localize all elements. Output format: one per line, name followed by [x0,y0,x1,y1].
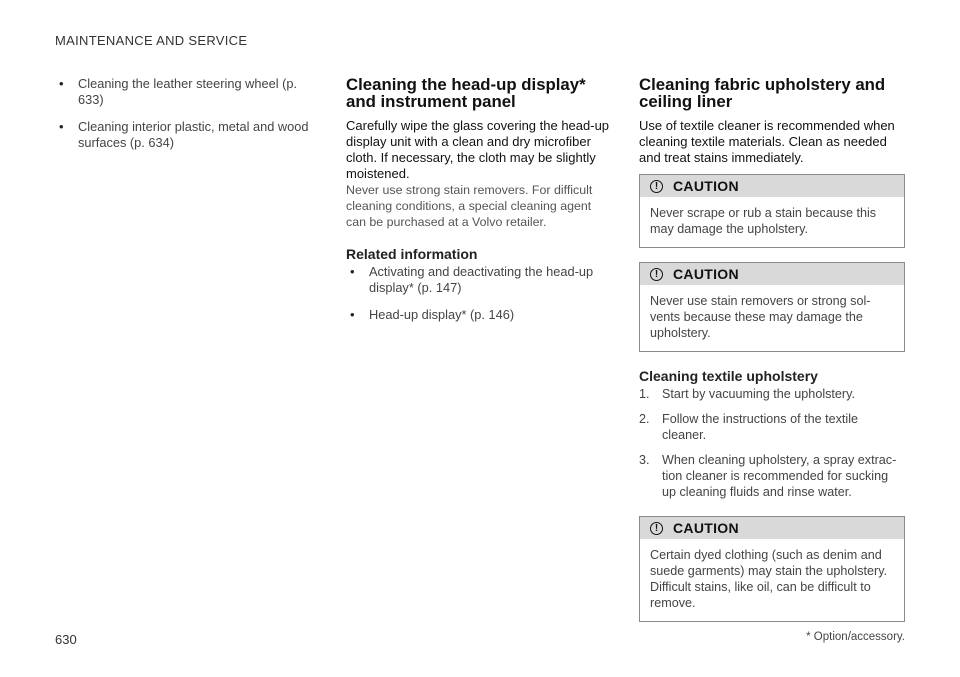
related-link-activate-hud[interactable]: • Activating and deactivating the head-up display* (p. 147) [346,264,613,296]
caution-title: CAUTION [673,178,739,194]
step-number: 1. [639,387,650,401]
caution-header [640,517,904,539]
fabric-upholstery-heading: Cleaning fabric upholstery and ceiling liner [639,75,886,111]
related-information-list [346,264,613,323]
left-column [55,76,313,162]
step-text: Follow the instructions of the textile cleaner. [662,412,858,442]
step-number: 3. [639,453,650,467]
step-text: Start by vacuuming the upholstery. [662,387,855,401]
right-column [639,76,905,636]
step-text: When cleaning upholstery, a spray extrac-tion cleaner is recommended for sucking up cleaning fluids and rinse water. [662,453,897,499]
page-number: 630 [55,632,77,647]
caution-text: Never scrape or rub a stain because this may damage the upholstery. [650,206,877,236]
fabric-lead-text: Use of textile cleaner is recommended when cleaning textile materials. Clean as needed and treat stains immediately. [639,118,895,165]
cleaning-steps-list [639,386,905,500]
related-link-hud[interactable]: • Head-up display* (p. 146) [346,307,613,323]
step-item [639,452,905,500]
related-links-list [55,76,313,151]
warning-icon: ! [650,180,663,193]
head-up-body-text: Never use strong stain removers. For difficult cleaning conditions, a special cleaning agent can be purchased at a Volvo retailer. [346,183,593,229]
step-item [639,411,905,443]
caution-header [640,263,904,285]
caution-text: Certain dyed clothing (such as denim and suede garments) may stain the upholstery. Difficult stains, like oil, can be difficult to remove. [650,548,888,610]
caution-box-dyed-clothing [639,516,905,622]
caution-box-solvents [639,262,905,352]
related-link-steering-wheel[interactable]: • Cleaning the leather steering wheel (p. 633) [55,76,313,108]
caution-box-scrape [639,174,905,248]
related-information-heading: Related information [346,246,478,262]
warning-icon: ! [650,268,663,281]
caution-text: Never use stain removers or strong sol-vents because these may damage the upholstery. [650,294,871,340]
step-item [639,386,905,402]
middle-column [346,76,613,334]
textile-upholstery-heading: Cleaning textile upholstery [639,368,818,384]
warning-icon: ! [650,522,663,535]
caution-header [640,175,904,197]
caution-title: CAUTION [673,266,739,282]
caution-title: CAUTION [673,520,739,536]
head-up-lead-text: Carefully wipe the glass covering the head-up display unit with a clean and dry microfiber cloth. If necessary, the cloth may be slightly moistened. [346,118,610,181]
head-up-display-heading: Cleaning the head-up display* and instrument panel [346,75,586,111]
option-footnote: * Option/accessory. [806,631,905,643]
section-header: MAINTENANCE AND SERVICE [55,33,248,48]
related-link-interior-surfaces[interactable]: • Cleaning interior plastic, metal and wood surfaces (p. 634) [55,119,313,151]
step-number: 2. [639,412,650,426]
